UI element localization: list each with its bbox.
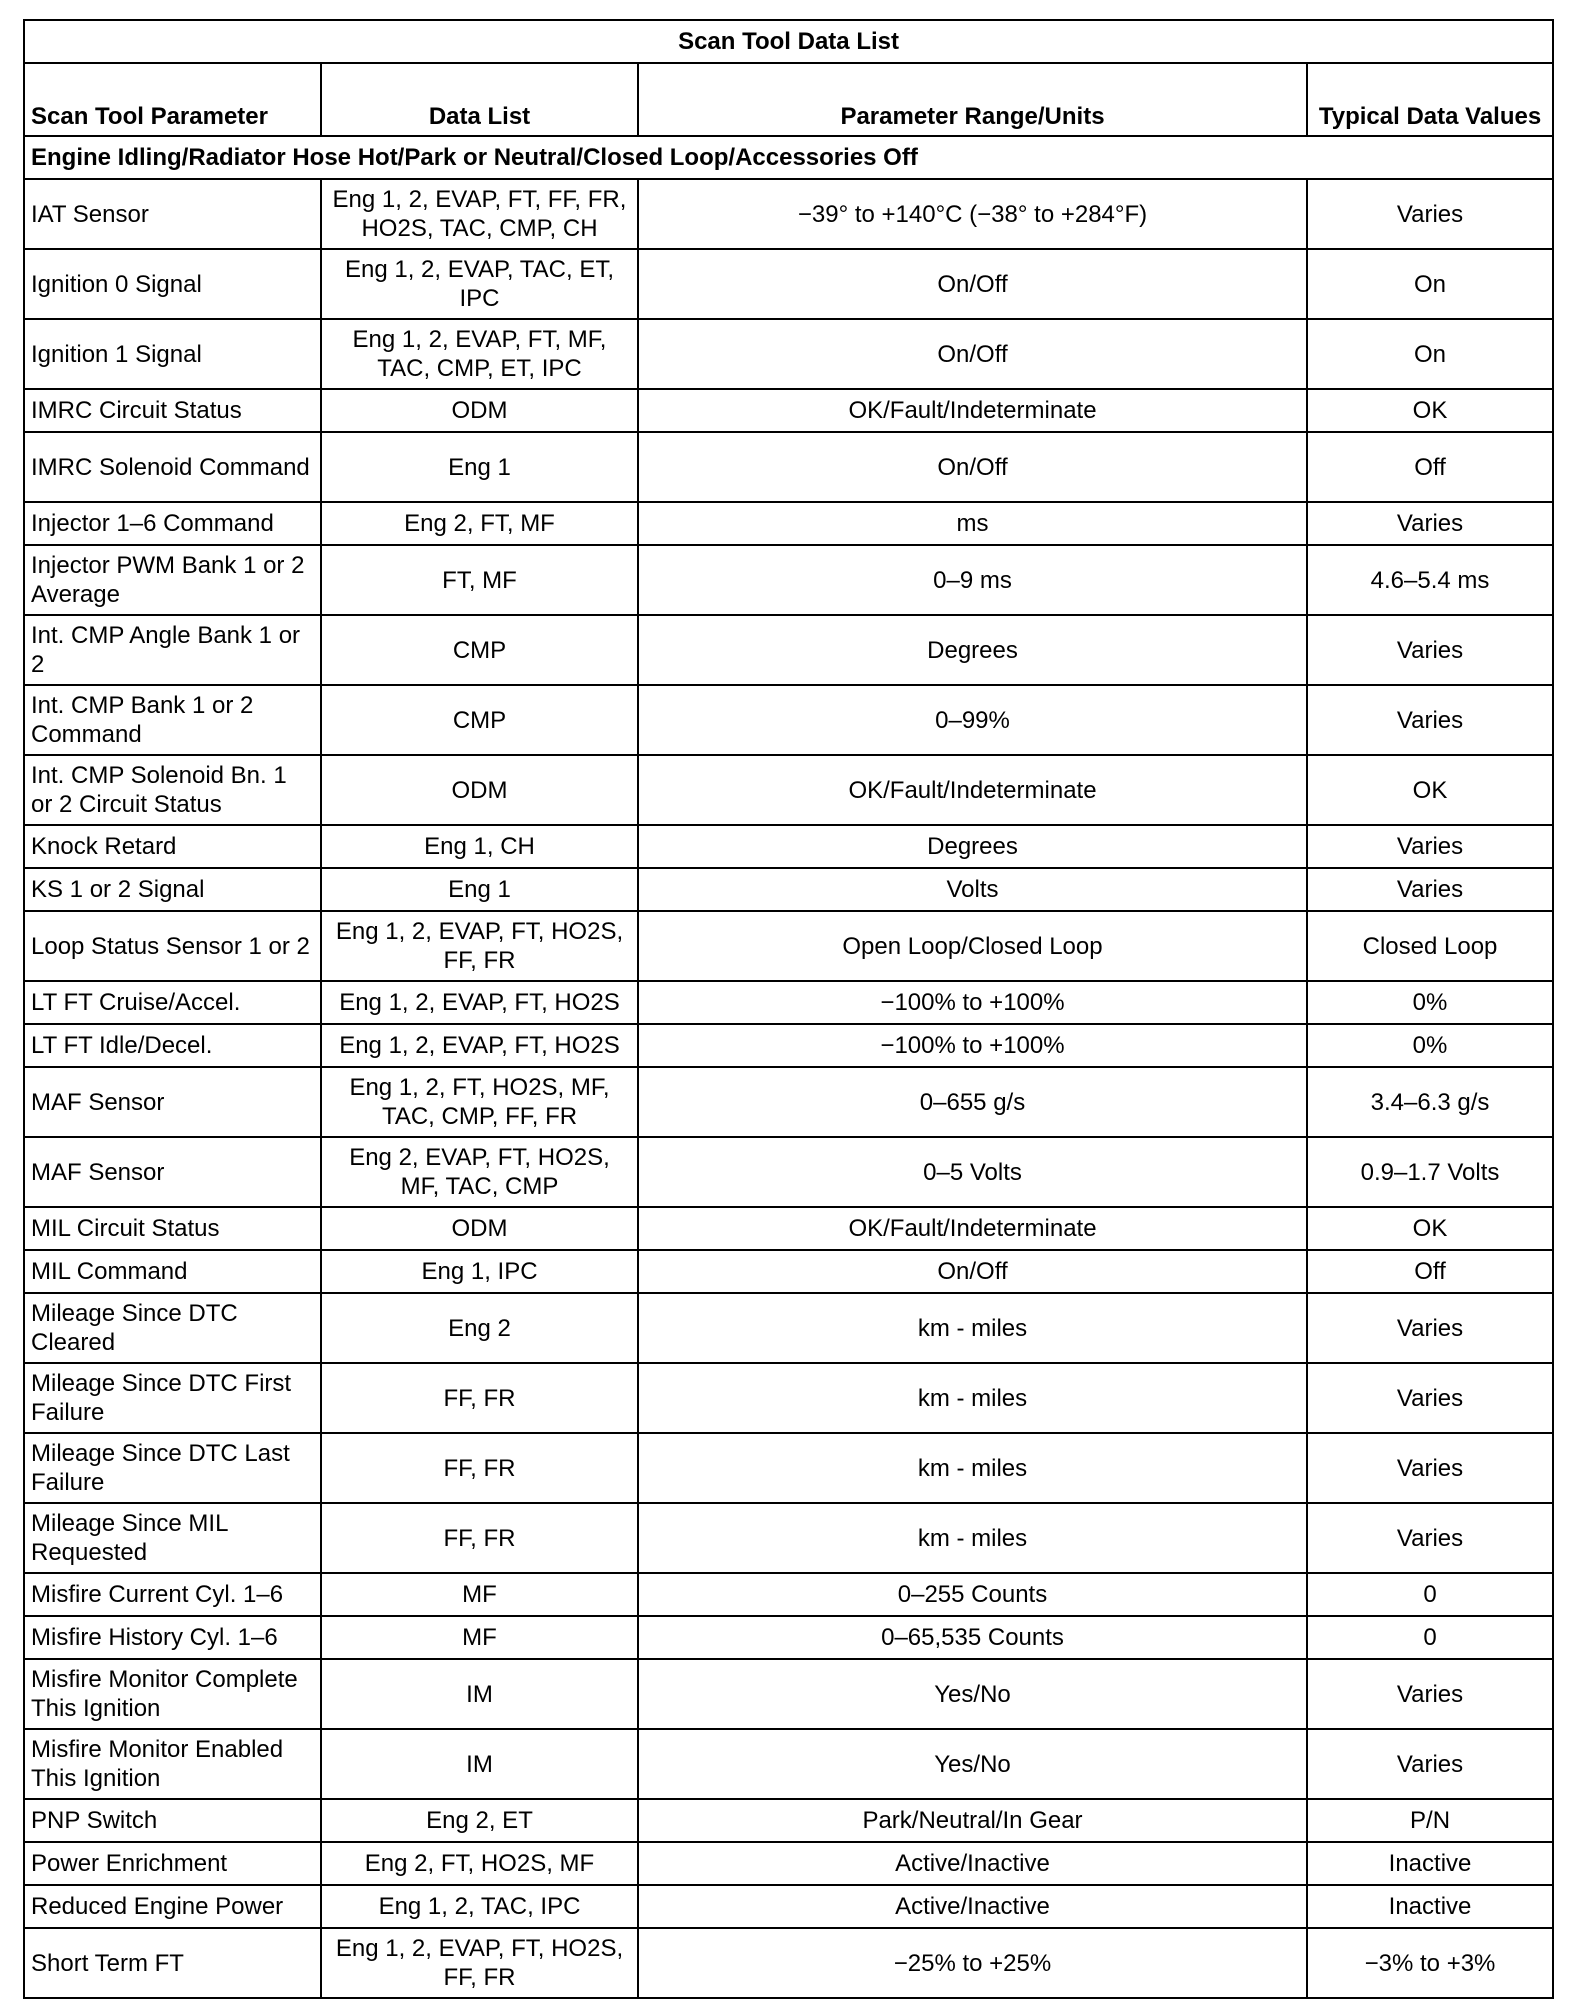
cell-typical-values: On bbox=[1307, 319, 1553, 389]
cell-range-units: 0–99% bbox=[638, 685, 1307, 755]
cell-range-units: Park/Neutral/In Gear bbox=[638, 1799, 1307, 1842]
cell-data-list: ODM bbox=[321, 1207, 638, 1250]
cell-parameter: IMRC Solenoid Command bbox=[24, 432, 321, 502]
cell-typical-values: Varies bbox=[1307, 1293, 1553, 1363]
header-typical-values: Typical Data Values bbox=[1307, 63, 1553, 136]
cell-range-units: Yes/No bbox=[638, 1659, 1307, 1729]
cell-range-units: −25% to +25% bbox=[638, 1928, 1307, 1998]
cell-data-list: IM bbox=[321, 1659, 638, 1729]
table-row bbox=[24, 1616, 1553, 1659]
cell-typical-values: Varies bbox=[1307, 502, 1553, 545]
header-data-list: Data List bbox=[321, 63, 638, 136]
cell-range-units: −100% to +100% bbox=[638, 1024, 1307, 1067]
cell-range-units: Open Loop/Closed Loop bbox=[638, 911, 1307, 981]
table-row bbox=[24, 1250, 1553, 1293]
cell-data-list: Eng 1, 2, EVAP, FT, MF, TAC, CMP, ET, IPC bbox=[321, 319, 638, 389]
cell-parameter: MAF Sensor bbox=[24, 1137, 321, 1207]
cell-typical-values: Varies bbox=[1307, 615, 1553, 685]
cell-typical-values: Closed Loop bbox=[1307, 911, 1553, 981]
table-row bbox=[24, 1729, 1553, 1799]
cell-data-list: ODM bbox=[321, 389, 638, 432]
cell-parameter: PNP Switch bbox=[24, 1799, 321, 1842]
cell-data-list: ODM bbox=[321, 755, 638, 825]
cell-typical-values: OK bbox=[1307, 1207, 1553, 1250]
cell-data-list: Eng 1, 2, FT, HO2S, MF, TAC, CMP, FF, FR bbox=[321, 1067, 638, 1137]
cell-typical-values: Inactive bbox=[1307, 1842, 1553, 1885]
cell-parameter: LT FT Cruise/Accel. bbox=[24, 981, 321, 1024]
table-row bbox=[24, 615, 1553, 685]
table-row bbox=[24, 1885, 1553, 1928]
cell-range-units: Active/Inactive bbox=[638, 1842, 1307, 1885]
table-row bbox=[24, 981, 1553, 1024]
table-row bbox=[24, 1137, 1553, 1207]
cell-range-units: On/Off bbox=[638, 432, 1307, 502]
cell-range-units: Volts bbox=[638, 868, 1307, 911]
table-row bbox=[24, 389, 1553, 432]
cell-parameter: Int. CMP Angle Bank 1 or 2 bbox=[24, 615, 321, 685]
cell-range-units: OK/Fault/Indeterminate bbox=[638, 755, 1307, 825]
cell-parameter: Mileage Since DTC Cleared bbox=[24, 1293, 321, 1363]
table-row bbox=[24, 1842, 1553, 1885]
cell-data-list: Eng 1, 2, EVAP, FT, HO2S bbox=[321, 1024, 638, 1067]
cell-data-list: CMP bbox=[321, 615, 638, 685]
cell-typical-values: 0% bbox=[1307, 1024, 1553, 1067]
cell-data-list: Eng 1, 2, EVAP, FT, HO2S, FF, FR bbox=[321, 1928, 638, 1998]
cell-data-list: Eng 2, FT, MF bbox=[321, 502, 638, 545]
cell-parameter: Power Enrichment bbox=[24, 1842, 321, 1885]
cell-range-units: ms bbox=[638, 502, 1307, 545]
cell-parameter: Misfire Monitor Enabled This Ignition bbox=[24, 1729, 321, 1799]
cell-range-units: Active/Inactive bbox=[638, 1885, 1307, 1928]
scan-tool-data-table bbox=[23, 19, 1554, 1999]
cell-data-list: IM bbox=[321, 1729, 638, 1799]
cell-parameter: Loop Status Sensor 1 or 2 bbox=[24, 911, 321, 981]
table-row bbox=[24, 1928, 1553, 1998]
cell-typical-values: Off bbox=[1307, 432, 1553, 502]
cell-parameter: Ignition 1 Signal bbox=[24, 319, 321, 389]
cell-range-units: km - miles bbox=[638, 1363, 1307, 1433]
cell-range-units: On/Off bbox=[638, 249, 1307, 319]
header-row bbox=[24, 63, 1553, 136]
cell-typical-values: 4.6–5.4 ms bbox=[1307, 545, 1553, 615]
cell-parameter: Misfire Monitor Complete This Ignition bbox=[24, 1659, 321, 1729]
table-row bbox=[24, 1503, 1553, 1573]
cell-range-units: −100% to +100% bbox=[638, 981, 1307, 1024]
cell-data-list: FF, FR bbox=[321, 1503, 638, 1573]
table-row bbox=[24, 1659, 1553, 1729]
cell-range-units: 0–5 Volts bbox=[638, 1137, 1307, 1207]
cell-data-list: Eng 1, CH bbox=[321, 825, 638, 868]
cell-typical-values: OK bbox=[1307, 755, 1553, 825]
cell-data-list: Eng 2 bbox=[321, 1293, 638, 1363]
table-row bbox=[24, 179, 1553, 249]
table-row bbox=[24, 1799, 1553, 1842]
cell-typical-values: OK bbox=[1307, 389, 1553, 432]
header-parameter: Scan Tool Parameter bbox=[24, 63, 321, 136]
table-row bbox=[24, 1207, 1553, 1250]
cell-parameter: MIL Circuit Status bbox=[24, 1207, 321, 1250]
table-row bbox=[24, 1363, 1553, 1433]
table-row bbox=[24, 1024, 1553, 1067]
section-heading: Engine Idling/Radiator Hose Hot/Park or Neutral/Closed Loop/Accessories Off bbox=[24, 136, 1553, 179]
cell-parameter: Injector PWM Bank 1 or 2 Average bbox=[24, 545, 321, 615]
cell-parameter: Injector 1–6 Command bbox=[24, 502, 321, 545]
cell-parameter: IAT Sensor bbox=[24, 179, 321, 249]
cell-range-units: Degrees bbox=[638, 615, 1307, 685]
cell-range-units: OK/Fault/Indeterminate bbox=[638, 1207, 1307, 1250]
cell-parameter: Reduced Engine Power bbox=[24, 1885, 321, 1928]
table-row bbox=[24, 755, 1553, 825]
cell-range-units: km - miles bbox=[638, 1293, 1307, 1363]
cell-typical-values: Varies bbox=[1307, 1729, 1553, 1799]
cell-parameter: Mileage Since DTC First Failure bbox=[24, 1363, 321, 1433]
cell-data-list: Eng 1 bbox=[321, 868, 638, 911]
cell-typical-values: 3.4–6.3 g/s bbox=[1307, 1067, 1553, 1137]
cell-typical-values: Varies bbox=[1307, 1659, 1553, 1729]
cell-typical-values: Varies bbox=[1307, 1503, 1553, 1573]
cell-range-units: Degrees bbox=[638, 825, 1307, 868]
cell-data-list: MF bbox=[321, 1573, 638, 1616]
table-row bbox=[24, 249, 1553, 319]
cell-typical-values: Varies bbox=[1307, 825, 1553, 868]
header-range-units: Parameter Range/Units bbox=[638, 63, 1307, 136]
cell-data-list: FF, FR bbox=[321, 1433, 638, 1503]
cell-parameter: Knock Retard bbox=[24, 825, 321, 868]
cell-typical-values: Varies bbox=[1307, 1433, 1553, 1503]
cell-parameter: IMRC Circuit Status bbox=[24, 389, 321, 432]
cell-data-list: Eng 2, ET bbox=[321, 1799, 638, 1842]
cell-data-list: Eng 1, 2, EVAP, FT, FF, FR, HO2S, TAC, CMP, CH bbox=[321, 179, 638, 249]
cell-data-list: FF, FR bbox=[321, 1363, 638, 1433]
cell-parameter: KS 1 or 2 Signal bbox=[24, 868, 321, 911]
table-row bbox=[24, 825, 1553, 868]
cell-data-list: Eng 1 bbox=[321, 432, 638, 502]
cell-range-units: OK/Fault/Indeterminate bbox=[638, 389, 1307, 432]
cell-range-units: 0–655 g/s bbox=[638, 1067, 1307, 1137]
table-row bbox=[24, 911, 1553, 981]
table-row bbox=[24, 1433, 1553, 1503]
cell-typical-values: On bbox=[1307, 249, 1553, 319]
cell-typical-values: P/N bbox=[1307, 1799, 1553, 1842]
cell-range-units: On/Off bbox=[638, 319, 1307, 389]
cell-typical-values: Varies bbox=[1307, 685, 1553, 755]
table-row bbox=[24, 1573, 1553, 1616]
cell-parameter: Mileage Since MIL Requested bbox=[24, 1503, 321, 1573]
cell-typical-values: Varies bbox=[1307, 868, 1553, 911]
cell-parameter: MAF Sensor bbox=[24, 1067, 321, 1137]
cell-typical-values: Inactive bbox=[1307, 1885, 1553, 1928]
cell-parameter: Int. CMP Bank 1 or 2 Command bbox=[24, 685, 321, 755]
cell-data-list: Eng 2, FT, HO2S, MF bbox=[321, 1842, 638, 1885]
cell-data-list: Eng 2, EVAP, FT, HO2S, MF, TAC, CMP bbox=[321, 1137, 638, 1207]
cell-parameter: Misfire History Cyl. 1–6 bbox=[24, 1616, 321, 1659]
table-row bbox=[24, 868, 1553, 911]
table-row bbox=[24, 545, 1553, 615]
cell-typical-values: 0% bbox=[1307, 981, 1553, 1024]
cell-range-units: Yes/No bbox=[638, 1729, 1307, 1799]
cell-data-list: Eng 1, IPC bbox=[321, 1250, 638, 1293]
table-title: Scan Tool Data List bbox=[24, 20, 1553, 63]
cell-data-list: CMP bbox=[321, 685, 638, 755]
cell-range-units: km - miles bbox=[638, 1503, 1307, 1573]
cell-range-units: 0–255 Counts bbox=[638, 1573, 1307, 1616]
table-row bbox=[24, 432, 1553, 502]
cell-range-units: 0–9 ms bbox=[638, 545, 1307, 615]
cell-typical-values: 0 bbox=[1307, 1616, 1553, 1659]
cell-data-list: Eng 1, 2, EVAP, FT, HO2S, FF, FR bbox=[321, 911, 638, 981]
cell-data-list: Eng 1, 2, EVAP, TAC, ET, IPC bbox=[321, 249, 638, 319]
table-row bbox=[24, 1293, 1553, 1363]
cell-typical-values: 0.9–1.7 Volts bbox=[1307, 1137, 1553, 1207]
table-row bbox=[24, 685, 1553, 755]
table-row bbox=[24, 319, 1553, 389]
cell-range-units: −39° to +140°C (−38° to +284°F) bbox=[638, 179, 1307, 249]
cell-data-list: Eng 1, 2, TAC, IPC bbox=[321, 1885, 638, 1928]
table-row bbox=[24, 1067, 1553, 1137]
cell-data-list: FT, MF bbox=[321, 545, 638, 615]
cell-parameter: Short Term FT bbox=[24, 1928, 321, 1998]
table-row bbox=[24, 502, 1553, 545]
cell-typical-values: 0 bbox=[1307, 1573, 1553, 1616]
cell-parameter: MIL Command bbox=[24, 1250, 321, 1293]
cell-parameter: Ignition 0 Signal bbox=[24, 249, 321, 319]
cell-parameter: LT FT Idle/Decel. bbox=[24, 1024, 321, 1067]
cell-range-units: 0–65,535 Counts bbox=[638, 1616, 1307, 1659]
cell-range-units: km - miles bbox=[638, 1433, 1307, 1503]
cell-typical-values: Off bbox=[1307, 1250, 1553, 1293]
cell-parameter: Mileage Since DTC Last Failure bbox=[24, 1433, 321, 1503]
cell-data-list: MF bbox=[321, 1616, 638, 1659]
cell-parameter: Misfire Current Cyl. 1–6 bbox=[24, 1573, 321, 1616]
cell-parameter: Int. CMP Solenoid Bn. 1 or 2 Circuit Status bbox=[24, 755, 321, 825]
cell-typical-values: −3% to +3% bbox=[1307, 1928, 1553, 1998]
cell-data-list: Eng 1, 2, EVAP, FT, HO2S bbox=[321, 981, 638, 1024]
cell-typical-values: Varies bbox=[1307, 1363, 1553, 1433]
cell-typical-values: Varies bbox=[1307, 179, 1553, 249]
cell-range-units: On/Off bbox=[638, 1250, 1307, 1293]
